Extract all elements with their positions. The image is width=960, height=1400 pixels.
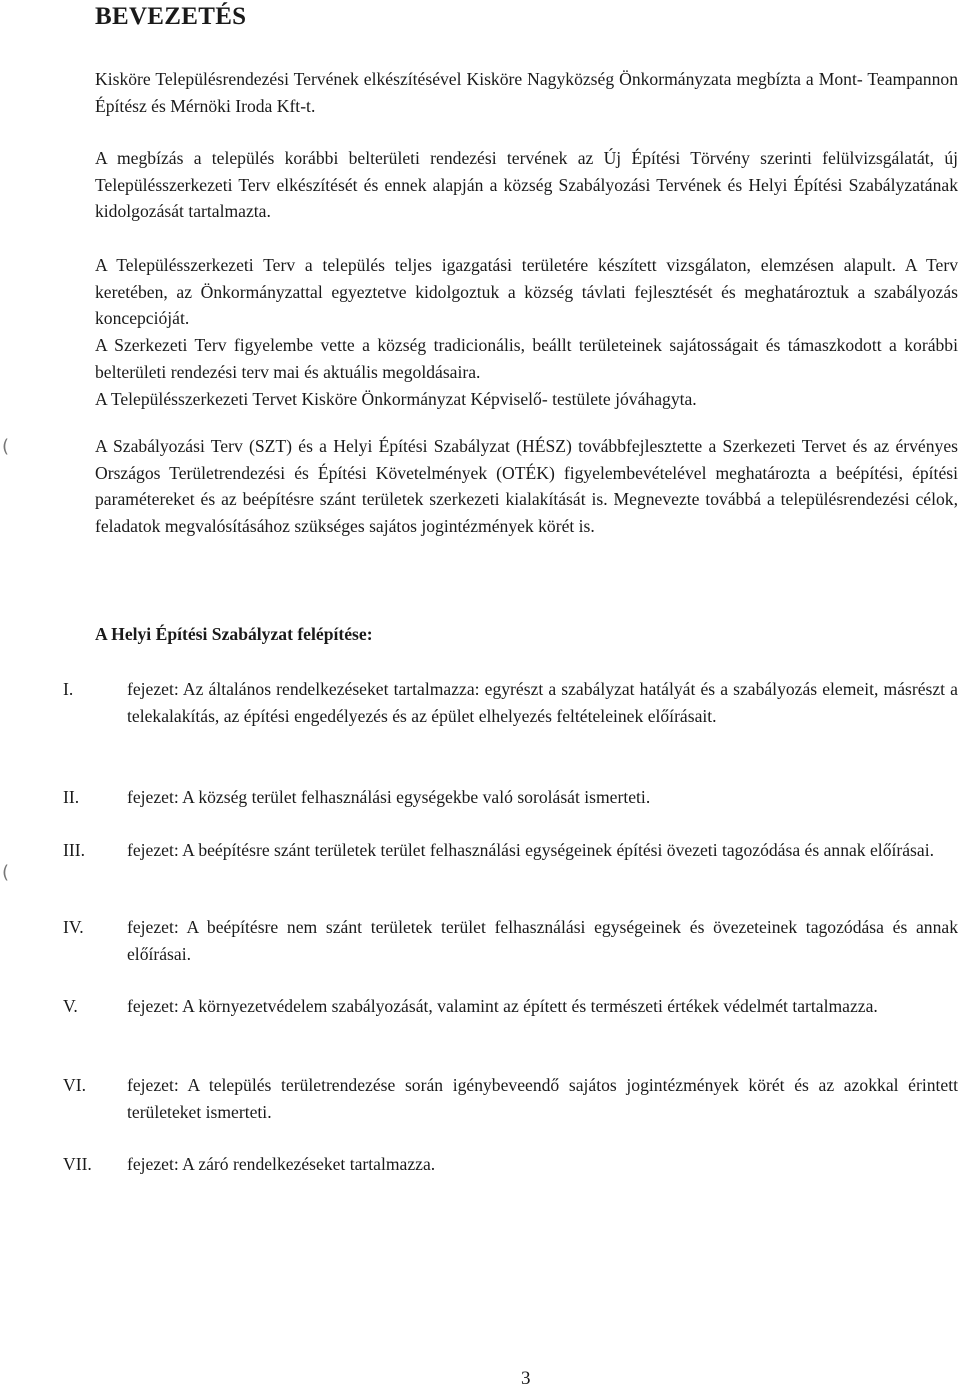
chapter-number: VI. [63, 1075, 86, 1095]
page-heading: BEVEZETÉS [95, 3, 247, 30]
chapter-item [63, 993, 958, 1020]
intro-paragraph-1: Kisköre Településrendezési Tervének elkészítésével Kisköre Nagyközség Önkormányzata megbízta a Mont- Teampannon Építész és Mérnöki Iroda Kft-t. [95, 69, 958, 116]
chapter-text: fejezet: A környezetvédelem szabályozását, valamint az épített és természeti értékek védelmét tartalmazza. [127, 996, 878, 1016]
intro-paragraph-5: A Településszerkezeti Tervet Kisköre Önkormányzat Képviselő- testülete jóváhagyta. [95, 389, 697, 409]
intro-paragraph-3: A Településszerkezeti Terv a település teljes igazgatási területére készített vizsgálaton, elemzésen alapult. A Terv keretében, az Önkormányzattal egyeztetve kidolgoztuk a község távlati fejlesztését és meghatároztuk a szabályozás koncepcióját. [95, 255, 958, 328]
chapter-text: fejezet: A beépítésre szánt területek terület felhasználási egységeinek építési övezeti tagozódása és annak előírásai. [127, 840, 934, 860]
chapter-number: VII. [63, 1154, 92, 1174]
chapter-item [63, 1072, 958, 1125]
chapter-number: I. [63, 679, 74, 699]
chapter-number: IV. [63, 917, 84, 937]
chapter-text: fejezet: Az általános rendelkezéseket tartalmazza: egyrészt a szabályzat hatályát és a szabályozás elemeit, másrészt a telekalakítás, az építési engedélyezés és az épület elhelyezés feltételeinek előírásait. [127, 679, 958, 726]
chapter-item [63, 676, 958, 729]
chapter-number: III. [63, 840, 85, 860]
chapter-item [63, 837, 958, 864]
binding-mark-bottom: ( [2, 862, 10, 883]
chapter-number: V. [63, 996, 78, 1016]
intro-paragraph-2: A megbízás a település korábbi belterületi rendezési tervének az Új Építési Törvény szerinti felülvizsgálatát, új Településszerkezeti Terv elkészítését és ennek alapján a község Szabályozási Tervének és Helyi Építési Szabályzatának kidolgozását tartalmazta. [95, 148, 958, 221]
chapter-number: II. [63, 787, 80, 807]
chapter-text: fejezet: A település területrendezése során igénybeveendő sajátos jogintézmények körét és az azokkal érintett területeket ismerteti. [127, 1075, 958, 1122]
intro-paragraph-4: A Szerkezeti Terv figyelembe vette a község tradicionális, beállt területeinek sajátosságait és támaszkodott a korábbi belterületi rendezési terv mai és aktuális megoldásaira. [95, 335, 958, 382]
page-number: 3 [521, 1368, 531, 1389]
chapter-text: fejezet: A beépítésre nem szánt területek terület felhasználási egységeinek és övezeteinek tagozódása és annak előírásai. [127, 917, 958, 964]
chapter-item [63, 784, 958, 811]
chapter-text: fejezet: A község terület felhasználási egységekbe való sorolását ismerteti. [127, 787, 651, 807]
section-title: A Helyi Építési Szabályzat felépítése: [95, 624, 373, 644]
chapter-text: fejezet: A záró rendelkezéseket tartalmazza. [127, 1154, 436, 1174]
binding-mark-top: ( [2, 436, 10, 457]
chapter-item [63, 914, 958, 967]
chapter-item [63, 1151, 958, 1178]
intro-paragraph-6: A Szabályozási Terv (SZT) és a Helyi Építési Szabályzat (HÉSZ) továbbfejlesztette a Szerkezeti Tervet és az érvényes Országos Területrendezési és Építési Követelmények (OTÉK) figyelembevételével meghatározta a beépítési, építési paramétereket és az beépítésre szánt területek szerkezeti kialakítását is. Megnevezte továbbá a településrendezési célok, feladatok megvalósításához szükséges sajátos jogintézmények körét is. [95, 436, 958, 536]
